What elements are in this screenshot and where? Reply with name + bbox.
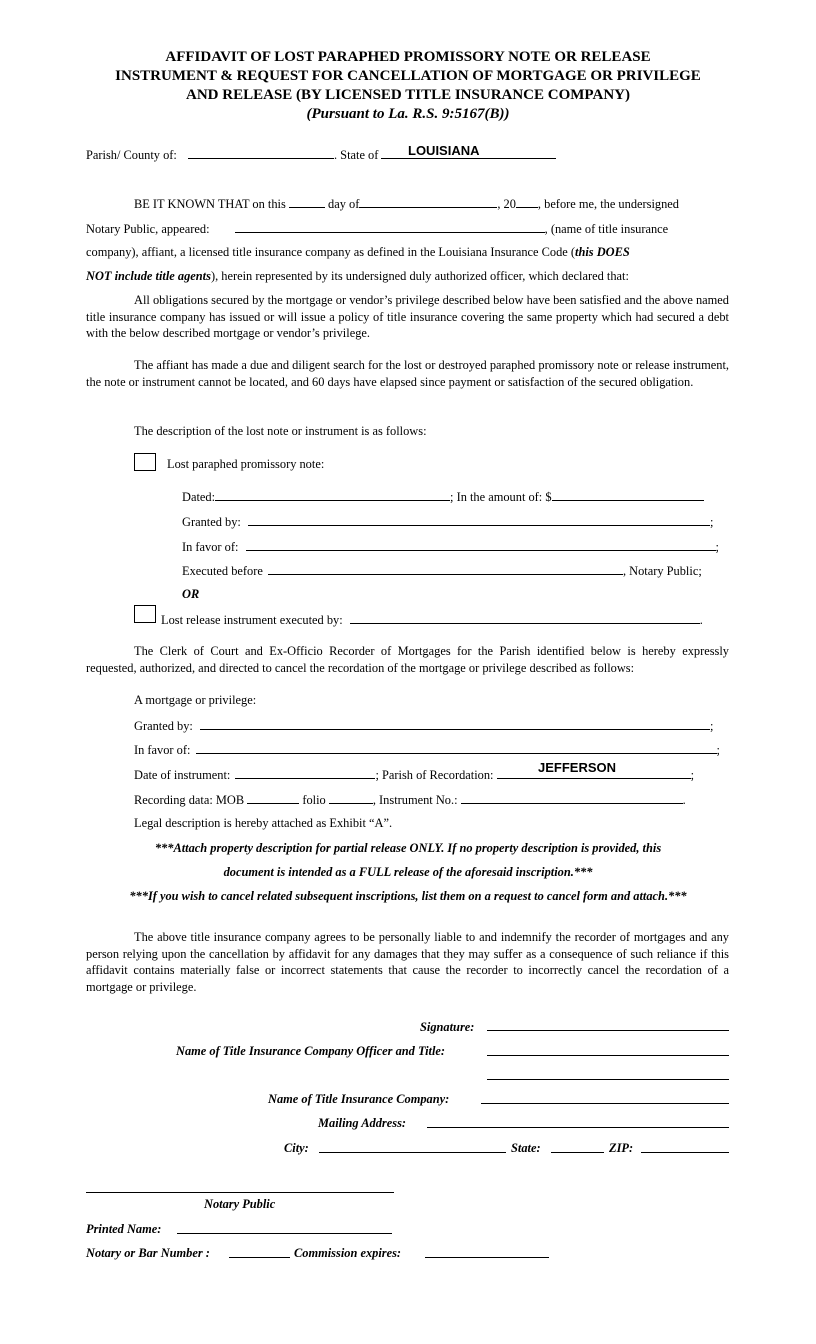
signature-label: Signature: [420, 1020, 475, 1034]
amount-label: ; In the amount of: $ [450, 490, 552, 504]
clerk-paragraph: The Clerk of Court and Ex-Officio Recorder of Mortgages for the Parish identified below is hereby expressly requested, authorized, and directed to cancel the recordation of the mortgage or privilege described as follows: [86, 644, 729, 675]
officer-title-field[interactable] [487, 1079, 729, 1080]
intro-text: Notary Public, appeared: [86, 222, 210, 236]
recording-data-label: Recording data: MOB [134, 793, 245, 807]
note-granted-by-field[interactable] [248, 513, 710, 526]
commission-label: Commission expires: [294, 1246, 402, 1260]
title-line-2: INSTRUMENT & REQUEST FOR CANCELLATION OF MORTGAGE OR PRIVILEGE [115, 68, 701, 84]
intro-line-2 [86, 220, 668, 237]
mortgage-favor-row: In favor of: ; [134, 743, 720, 757]
state-value: LOUISIANA [408, 143, 480, 158]
mortgage-in-favor-of-field[interactable] [196, 741, 717, 754]
company-row [268, 1091, 449, 1107]
lost-release-row: Lost release instrument executed by: . [161, 613, 703, 627]
notary-number-label: Notary or Bar Number : [86, 1246, 210, 1260]
day-field[interactable] [289, 195, 325, 208]
parish-field[interactable] [188, 146, 334, 159]
notary-signature-line[interactable] [86, 1192, 394, 1193]
parish-row [86, 143, 556, 163]
notary-public-caption: Notary Public [204, 1197, 276, 1211]
recording-data-row: Recording data: MOB folio , Instrument No.: . [134, 793, 686, 807]
mortgage-granted-row: Granted by: ; [134, 719, 714, 733]
note-granted-row: Granted by: ; [182, 515, 714, 529]
parish-label: Parish/ County of: [86, 148, 177, 162]
company-field[interactable] [481, 1103, 729, 1104]
month-field[interactable] [359, 195, 497, 208]
dated-field[interactable] [215, 488, 450, 501]
indemnity-paragraph: The above title insurance company agrees to be personally liable to and indemnify the recorder of mortgages and any person relying upon the cancellation by affidavit for any damages that they may suffer as a consequence of such reliance if this affidavit contains materially false or incorrect statements that cause the recorder to incorrectly cancel the recordation of a mortgage or privilege. [86, 930, 729, 994]
title-line-3: AND RELEASE (BY LICENSED TITLE INSURANCE COMPANY) [186, 87, 630, 103]
company-label: Name of Title Insurance Company: [268, 1092, 450, 1106]
date-of-instrument-label: Date of instrument: [134, 768, 231, 782]
satisfaction-paragraph: All obligations secured by the mortgage or vendor’s privilege described below have been satisfied and the above named title insurance company has issued or will issue a policy of title insurance covering the same property which had secured a debt with the below described mortgage or vendor’s privilege. [86, 293, 729, 340]
amount-field[interactable] [552, 488, 704, 501]
instrument-date-row: Date of instrument: ; Parish of Recordation: ; [134, 768, 695, 782]
mortgage-granted-by-field[interactable] [200, 717, 710, 730]
instrument-no-label: , Instrument No.: [372, 793, 458, 807]
mob-field[interactable] [247, 791, 299, 804]
intro-text: , before me, the undersigned [537, 197, 679, 211]
note-favor-row: In favor of: ; [182, 540, 719, 554]
date-of-instrument-field[interactable] [235, 766, 375, 779]
executed-before-label: Executed before [182, 564, 263, 578]
signature-field[interactable] [487, 1030, 729, 1031]
in-favor-of-label: In favor of: [182, 540, 239, 554]
intro-line-4 [86, 268, 629, 284]
officer-row [176, 1043, 445, 1059]
intro-text: day of [328, 197, 360, 211]
printed-name-label: Printed Name: [86, 1222, 162, 1236]
granted-by-label: Granted by: [182, 515, 241, 529]
parish-of-recordation-label: ; Parish of Recordation: [375, 768, 494, 782]
subsequent-inscriptions-notice: ***If you wish to cancel related subsequent inscriptions, list them on a request to cancel form and attach.*** [129, 889, 687, 903]
city-label: City: [284, 1141, 309, 1155]
intro-text: company), affiant, a licensed title insurance company as defined in the Louisiana Insurance Code ( [86, 245, 576, 259]
mailing-field[interactable] [427, 1127, 729, 1128]
state-field-sig[interactable] [551, 1152, 604, 1153]
folio-field[interactable] [329, 791, 373, 804]
instrument-no-field[interactable] [461, 791, 683, 804]
commission-field[interactable] [425, 1257, 549, 1258]
folio-label: folio [302, 793, 326, 807]
intro-line-3 [86, 244, 630, 260]
lost-note-label: Lost paraphed promissory note: [167, 457, 325, 471]
signature-row [420, 1019, 474, 1035]
mailing-row [318, 1115, 406, 1131]
printed-name-field[interactable] [177, 1233, 392, 1234]
intro-line-1 [134, 195, 679, 212]
title-statute: (Pursuant to La. R.S. 9:5167(B)) [306, 106, 510, 122]
city-field[interactable] [319, 1152, 506, 1153]
full-release-notice: document is intended as a FULL release of the aforesaid inscription.*** [223, 865, 593, 879]
executed-before-row [182, 562, 702, 579]
executed-before-field[interactable] [268, 562, 623, 575]
lost-release-checkbox[interactable] [134, 605, 156, 623]
state-label: . State of [333, 148, 379, 162]
intro-emphasis: NOT include title agents [86, 269, 211, 283]
dated-row [182, 488, 704, 505]
note-in-favor-of-field[interactable] [246, 538, 716, 551]
search-paragraph: The affiant has made a due and diligent search for the lost or destroyed paraphed promissory note or release instrument, the note or instrument cannot be located, and 60 days have elapsed since payment or satisfaction of the secured obligation. [86, 358, 729, 389]
partial-release-notice: ***Attach property description for partial release ONLY. If no property description is provided, this [154, 841, 662, 855]
title-line-1: AFFIDAVIT OF LOST PARAPHED PROMISSORY NOTE OR RELEASE [165, 49, 651, 65]
parish-of-recordation-value: JEFFERSON [538, 760, 617, 775]
legal-description-note: Legal description is hereby attached as Exhibit “A”. [134, 816, 393, 830]
lost-note-checkbox[interactable] [134, 453, 156, 471]
or-separator: OR [182, 587, 200, 601]
officer-label: Name of Title Insurance Company Officer and Title: [176, 1044, 446, 1058]
intro-text: ), herein represented by its undersigned duly authorized officer, which declared that: [210, 269, 629, 283]
zip-field[interactable] [641, 1152, 729, 1153]
year-field[interactable] [516, 195, 538, 208]
officer-field[interactable] [487, 1055, 729, 1056]
company-appeared-field[interactable] [235, 220, 545, 233]
zip-label: ZIP: [609, 1141, 634, 1155]
in-favor-of-label: In favor of: [134, 743, 191, 757]
mailing-label: Mailing Address: [318, 1116, 407, 1130]
intro-text: , (name of title insurance [544, 222, 669, 236]
intro-text: BE IT KNOWN THAT on this [134, 197, 286, 211]
intro-text: , 20 [497, 197, 516, 211]
granted-by-label: Granted by: [134, 719, 193, 733]
notary-public-label: , Notary Public; [622, 564, 702, 578]
notary-number-field[interactable] [229, 1257, 290, 1258]
city-state-zip-row [284, 1140, 309, 1156]
intro-emphasis: this DOES [575, 245, 630, 259]
state-label-sig: State: [511, 1141, 541, 1155]
lost-release-executed-by-field[interactable] [350, 611, 700, 624]
dated-label: Dated: [182, 490, 216, 504]
description-heading: The description of the lost note or instrument is as follows: [134, 424, 427, 438]
mortgage-heading: A mortgage or privilege: [134, 693, 257, 707]
lost-release-label: Lost release instrument executed by: [161, 613, 343, 627]
